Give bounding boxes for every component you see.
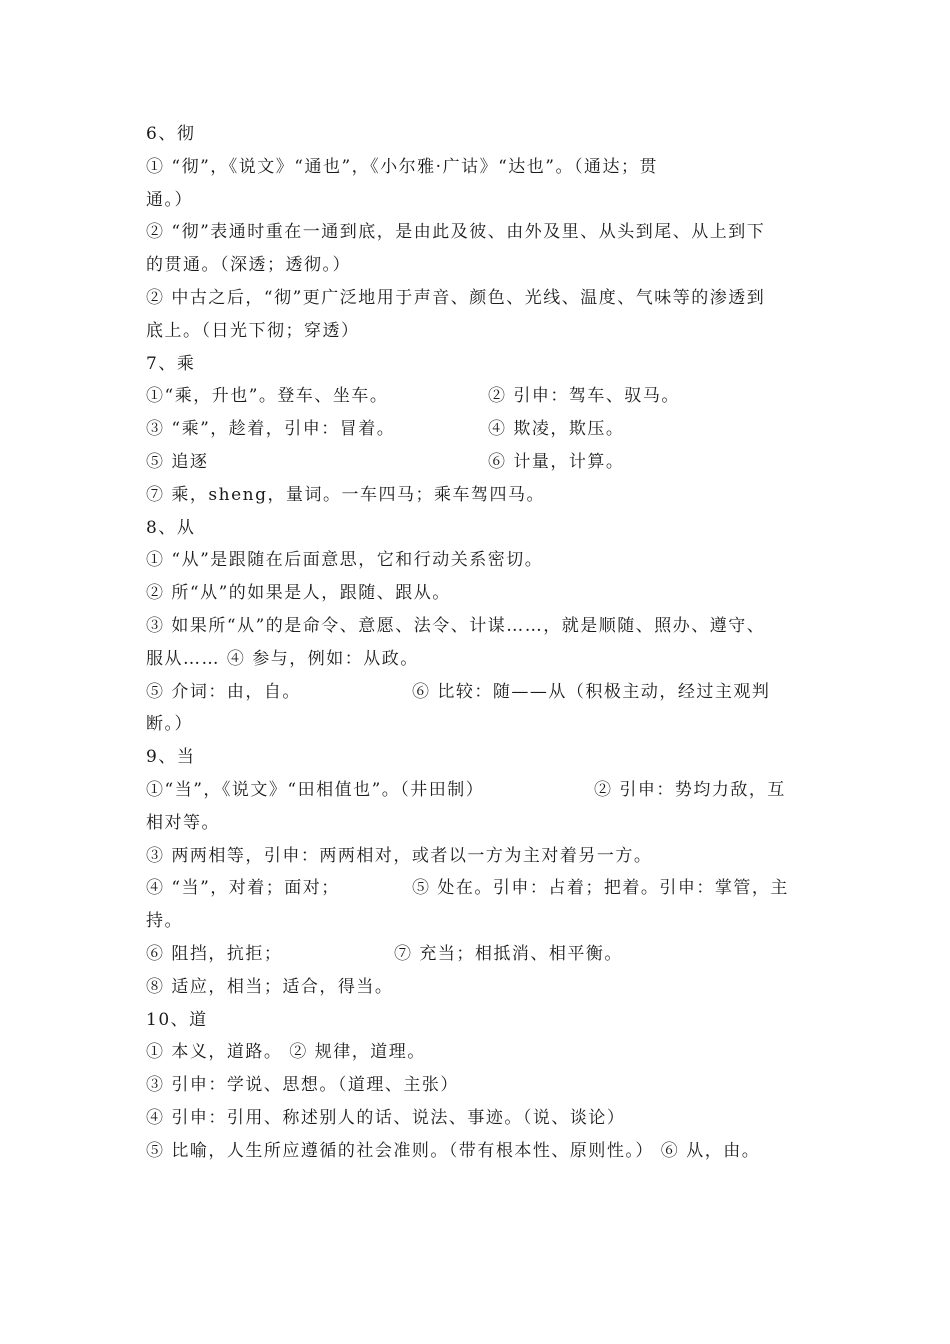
text-line: ① “彻”，《说文》“通也”，《小尔雅·广诂》“达也”。（通达；贯 [146,156,658,177]
text-line-two-col [146,413,811,446]
text-col-left: ⑥ 阻挡，抗拒； [146,943,283,964]
text-col-left: ①“当”，《说文》“田相值也”。（井田制） [146,779,485,800]
section-heading-cheng: 7、乘 [146,353,196,374]
section-heading-cong: 8、从 [146,517,196,538]
text-col-left: ④ “当”，对着；面对； [146,878,340,899]
text-col-right: ② 引申：势均力敌，互 [594,779,786,800]
text-line: ② 中古之后，“彻”更广泛地用于声音、颜色、光线、温度、气味等的渗透到 [146,287,766,308]
section-heading-dao: 10、道 [146,1009,208,1030]
text-line-two-col [146,676,811,709]
text-line: ④ 引申：引用、称述别人的话、说法、事迹。（说、谈论） [146,1107,626,1128]
text-line-two-col [146,938,811,971]
text-line: ② 所“从”的如果是人，跟随、跟从。 [146,583,451,604]
text-line: 断。） [146,714,193,735]
text-col-left: ⑤ 介词：由，自。 [146,681,301,702]
text-col-right: ④ 欺凌，欺压。 [488,419,625,440]
text-line: 持。 [146,911,183,932]
text-line-two-col [146,380,811,413]
section-heading-che: 6、彻 [146,124,196,144]
text-line: 服从…… ④ 参与，例如：从政。 [146,648,419,669]
text-line: ⑧ 适应，相当；适合，得当。 [146,976,394,997]
text-line: ① 本义，道路。 ② 规律，道理。 [146,1042,426,1063]
text-line: ⑤ 比喻，人生所应遵循的社会准则。（带有根本性、原则性。） ⑥ 从，由。 [146,1140,761,1161]
text-col-right: ⑥ 比较：随——从（积极主动，经过主观判 [412,681,771,702]
text-col-left: ①“乘，升也”。登车、坐车。 [146,386,389,407]
text-col-right: ② 引申：驾车、驭马。 [488,386,680,407]
text-col-right: ⑤ 处在。引申：占着；把着。引申：掌管，主 [412,878,789,899]
document-page [146,118,811,1168]
text-line-two-col [146,446,811,479]
text-col-right: ⑥ 计量，计算。 [488,451,625,472]
text-col-left: ③ “乘”，趁着，引申：冒着。 [146,419,396,440]
text-col-right: ⑦ 充当；相抵消、相平衡。 [394,943,623,964]
text-line: ③ 如果所“从”的是命令、意愿、法令、计谋……，就是顺随、照办、遵守、 [146,615,766,636]
section-heading-dang: 9、当 [146,747,196,768]
text-line: ③ 两两相等，引申：两两相对，或者以一方为主对着另一方。 [146,845,653,866]
text-line-two-col [146,774,811,807]
text-line-two-col [146,872,811,905]
text-line: ⑦ 乘，sheng，量词。一车四马；乘车驾四马。 [146,484,545,505]
text-line: 通。） [146,189,193,210]
text-line: ② “彻”表通时重在一通到底，是由此及彼、由外及里、从头到尾、从上到下 [146,222,766,243]
text-line: ③ 引申：学说、思想。（道理、主张） [146,1075,459,1096]
text-line: 底上。（日光下彻；穿透） [146,320,360,341]
text-line: 的贯通。（深透；透彻。） [146,255,351,276]
text-line: ① “从”是跟随在后面意思，它和行动关系密切。 [146,550,544,571]
text-line: 相对等。 [146,812,220,833]
text-col-left: ⑤ 追逐 [146,451,209,472]
